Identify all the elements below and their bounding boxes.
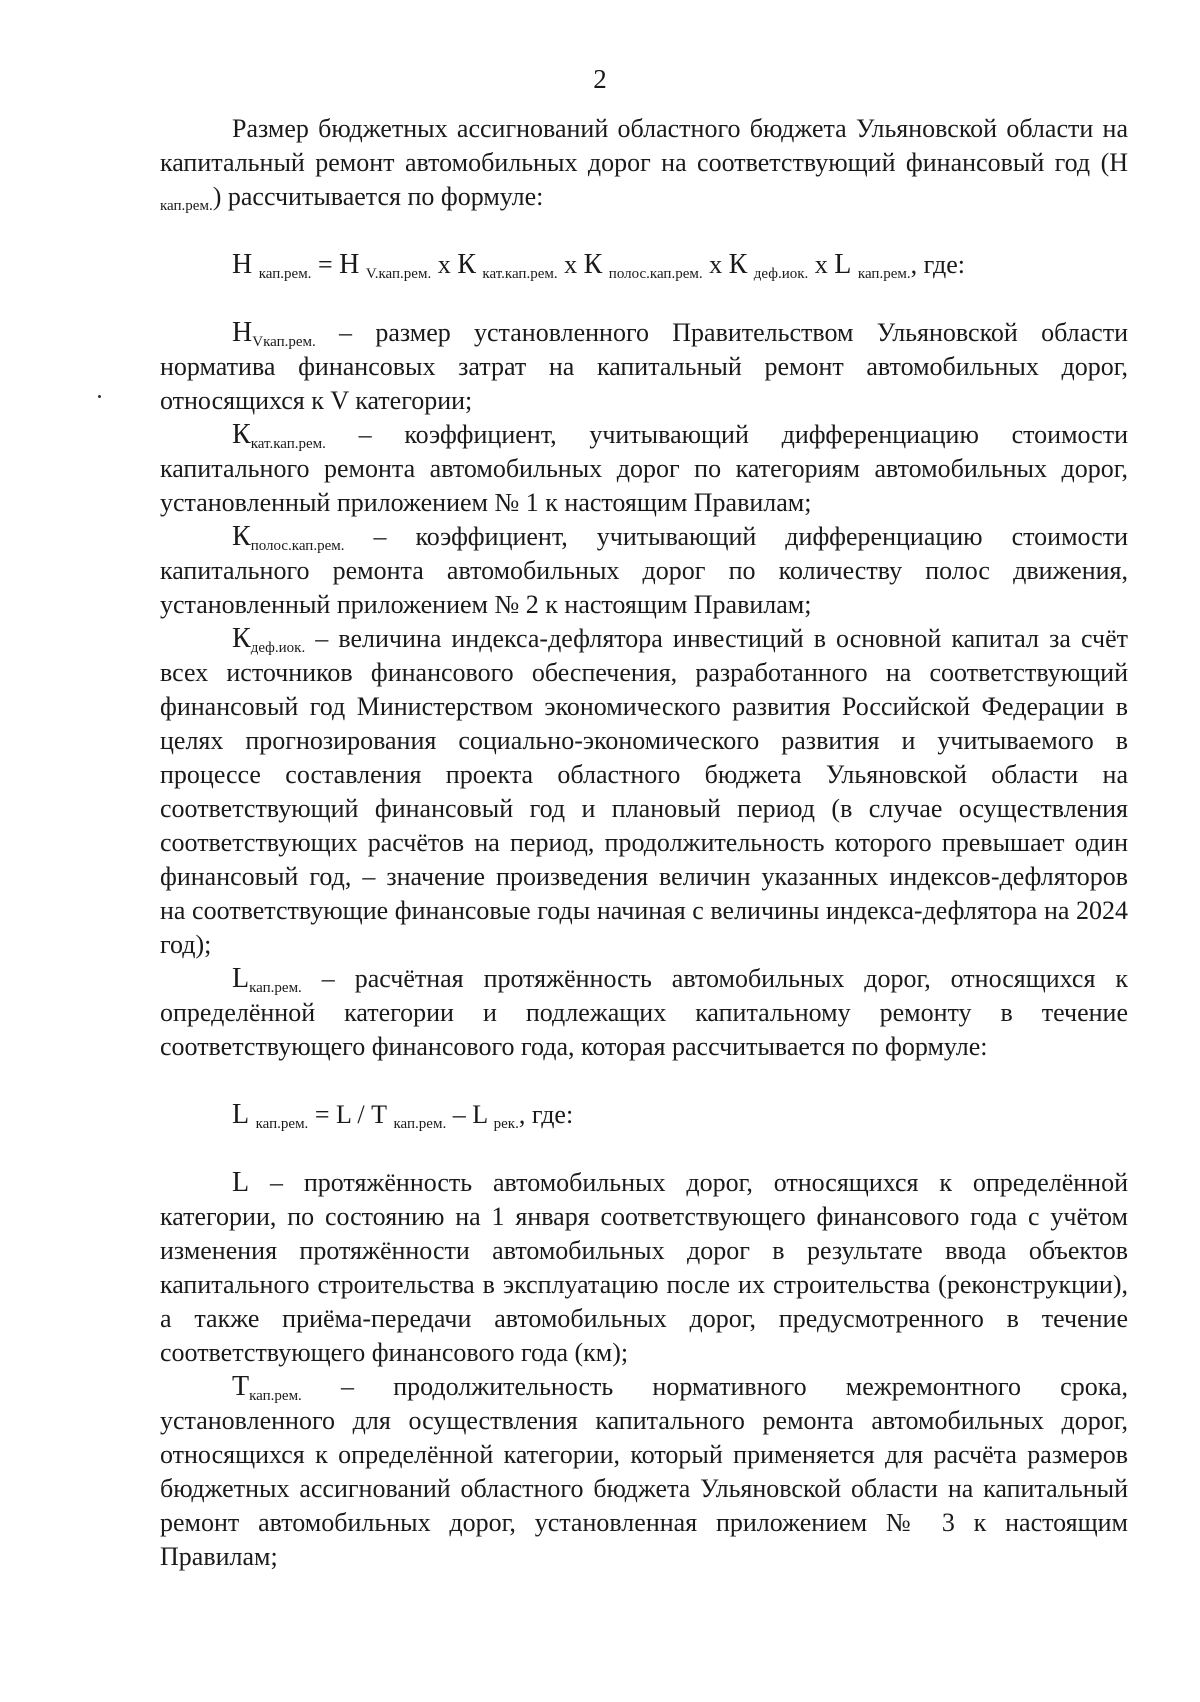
definition-symbol: L bbox=[232, 963, 250, 994]
definition-text: – величина индекса-дефлятора инвестиций в основной капитал за счёт всех источников финансового обеспечения, разработанного на соответствующий финансовый год Министерством экономического развития Российской Федерации в целях прогнозирования социально-экономического развития и учитываемого в процессе составления проекта областного бюджета Ульяновской области на соответствующий финансовый год и плановый период (в случае осуществления соответствующих расчётов на период, продолжительность которого превышает один финансовый год, – значение произведения величин указанных индексов-дефляторов на соответствующие финансовые годы начиная с величины индекса-дефлятора на 2024 год); bbox=[160, 624, 1128, 959]
formula-tail: , где: bbox=[518, 1100, 574, 1129]
definition-t bbox=[160, 1370, 1128, 1574]
definition-symbol: L bbox=[232, 1167, 250, 1198]
formula-subscript: кап.рем. bbox=[255, 1116, 309, 1132]
page-number: 2 bbox=[593, 64, 607, 94]
definition-subscript: кап.рем. bbox=[249, 980, 302, 996]
formula-symbol: L bbox=[232, 1099, 250, 1130]
intro-subscript: кап.рем. bbox=[160, 198, 213, 214]
definition-symbol: Т bbox=[232, 1371, 250, 1402]
definition-text: – расчётная протяжённость автомобильных дорог, относящихся к определённой категории и подлежащих капитальному ремонту в течение соответствующего финансового года, которая рассчитывается по формуле: bbox=[160, 964, 1128, 1061]
formula-symbol: Н bbox=[232, 249, 253, 280]
formula-budget bbox=[232, 248, 1128, 282]
definition-symbol: Н bbox=[232, 317, 253, 348]
formula-subscript: кап.рем. bbox=[857, 266, 911, 282]
definition-hv bbox=[160, 316, 1128, 418]
definition-k-def bbox=[160, 622, 1128, 962]
formula-subscript: рек. bbox=[493, 1116, 519, 1132]
formula-subscript: кап.рем. bbox=[258, 266, 312, 282]
formula-operator: х bbox=[557, 250, 584, 279]
definition-subscript: Vкап.рем. bbox=[252, 334, 316, 350]
definition-text: – коэффициент, учитывающий дифференциацию стоимости капитального ремонта автомобильных дорог по количеству полос движения, установленный приложением № 2 к настоящим Правилам; bbox=[160, 522, 1128, 619]
definition-l bbox=[160, 1166, 1128, 1370]
definition-text: – размер установленного Правительством Ульяновской области норматива финансовых затрат на капитальный ремонт автомобильных дорог, относящихся к V категории; bbox=[160, 318, 1128, 415]
formula-symbol: К bbox=[728, 249, 748, 280]
formula-symbol: Н bbox=[339, 249, 360, 280]
definition-l-kap bbox=[160, 962, 1128, 1064]
formula-symbol: L bbox=[834, 249, 852, 280]
formula-subscript: V.кап.рем. bbox=[365, 266, 432, 282]
definition-symbol: К bbox=[232, 521, 251, 552]
formula-operator: х bbox=[702, 250, 729, 279]
definition-subscript: кат.кап.рем. bbox=[250, 436, 326, 452]
definition-subscript: полос.кап.рем. bbox=[250, 538, 345, 554]
definition-text: – протяжённость автомобильных дорог, относящихся к определённой категории, по состоянию на 1 января соответствующего финансового года с учётом изменения протяжённости автомобильных дорог в результате ввода объектов капитального строительства в эксплуатацию после их строительства (реконструкции), а также приёма-передачи автомобильных дорог, предусмотренного в течение соответствующего финансового года (км); bbox=[160, 1168, 1128, 1367]
formula-length bbox=[232, 1098, 1128, 1132]
intro-text-before: Размер бюджетных ассигнований областного бюджета Ульяновской области на капитальный ремонт автомобильных дорог на соответствующий финансовый год (Н bbox=[160, 114, 1128, 177]
formula-operator: – L bbox=[446, 1100, 494, 1129]
definition-symbol: К bbox=[232, 623, 251, 654]
formula-operator: х bbox=[431, 250, 458, 279]
formula-operator: = L / Т bbox=[308, 1100, 394, 1129]
intro-paragraph bbox=[160, 112, 1128, 214]
formula-subscript: деф.иок. bbox=[753, 266, 809, 282]
formula-subscript: кат.кап.рем. bbox=[482, 266, 558, 282]
formula-subscript: полос.кап.рем. bbox=[608, 266, 703, 282]
formula-operator: = bbox=[311, 250, 340, 279]
definition-text: – продолжительность нормативного межремонтного срока, установленного для осуществления капитального ремонта автомобильных дорог, относящихся к определённой категории, который применяется для расчёта размеров бюджетных ассигнований областного бюджета Ульяновской области на капитальный ремонт автомобильных дорог, установленная приложением № 3 к настоящим Правилам; bbox=[160, 1372, 1128, 1571]
definition-subscript: деф.иок. bbox=[250, 640, 306, 656]
formula-operator: х bbox=[808, 250, 835, 279]
formula-symbol: К bbox=[457, 249, 476, 280]
definition-k-polos bbox=[160, 520, 1128, 622]
formula-symbol: К bbox=[583, 249, 603, 280]
definition-subscript: кап.рем. bbox=[249, 1388, 302, 1404]
definition-symbol: К bbox=[232, 419, 251, 450]
formula-tail: , где: bbox=[910, 250, 965, 279]
definition-text: – коэффициент, учитывающий дифференциацию стоимости капитального ремонта автомобильных дорог по категориям автомобильных дорог, установленный приложением № 1 к настоящим Правилам; bbox=[160, 420, 1128, 517]
formula-subscript: кап.рем. bbox=[393, 1116, 447, 1132]
scan-mark bbox=[98, 395, 101, 398]
definition-k-kat bbox=[160, 418, 1128, 520]
document-body bbox=[160, 112, 1128, 1574]
intro-text-after: ) рассчитывается по формуле: bbox=[212, 182, 544, 211]
